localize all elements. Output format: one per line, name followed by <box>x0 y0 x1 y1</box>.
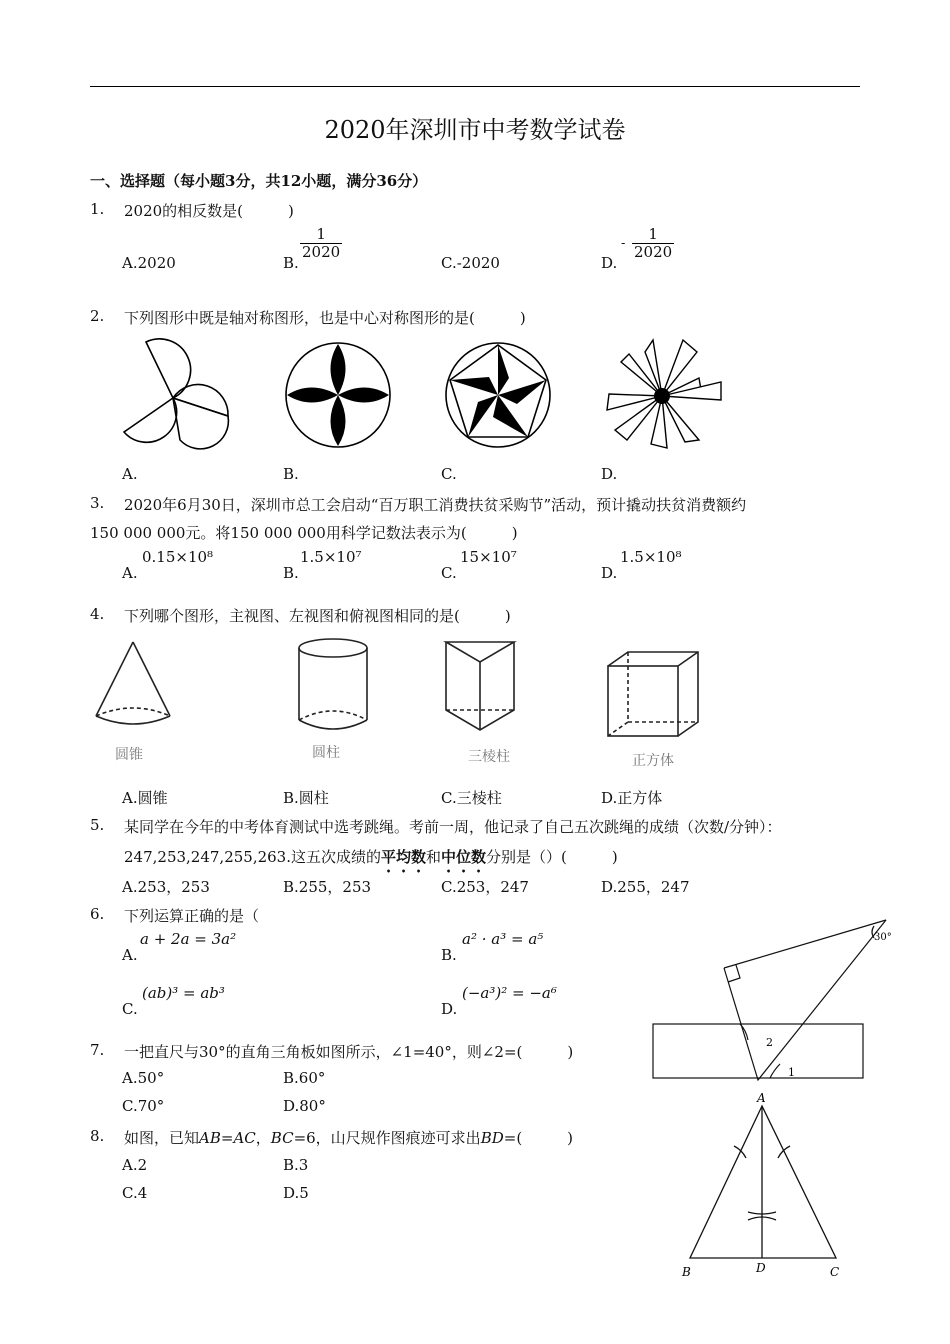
q2-option-c: C. <box>441 465 457 483</box>
q2-number: 2. <box>90 307 105 325</box>
q1-option-c: C.-2020 <box>441 254 500 272</box>
q1-d-denominator: 2020 <box>634 242 673 261</box>
q1-stem: 2020的相反数是( ) <box>124 202 294 220</box>
q6-stem: 下列运算正确的是（ <box>124 907 260 925</box>
q2-figure-a-pinwheel <box>118 336 233 448</box>
q7-figure-ruler-triangle <box>650 912 892 1084</box>
q8-bc: BC <box>270 1129 294 1147</box>
q4-option-c: C.三棱柱 <box>441 789 502 807</box>
q7-option-d: D.80° <box>283 1097 326 1115</box>
q8-option-b: B.3 <box>283 1156 309 1174</box>
q2-figure-b-flower-circle <box>283 340 393 450</box>
q5-number: 5. <box>90 816 105 834</box>
q6-option-c-label: C. <box>122 1000 138 1018</box>
q2-figure-c-star-pentagon <box>443 340 553 450</box>
q4-caption-prism: 三棱柱 <box>468 749 510 765</box>
q8-ac: AC <box>233 1129 256 1147</box>
q7-label-angle-1: 1 <box>788 1066 795 1079</box>
q2-option-d: D. <box>601 465 618 483</box>
q8-option-a: A.2 <box>122 1156 148 1174</box>
page-title: 2020年深圳市中考数学试卷 <box>324 116 626 144</box>
q3-option-a-expr: 0.15×10⁸ <box>142 548 214 566</box>
q5-emphasis-mean: 平均数 <box>381 848 427 866</box>
q5-emphasis-median: 中位数 <box>441 848 487 866</box>
q7-option-c: C.70° <box>122 1097 165 1115</box>
q1-b-denominator: 2020 <box>302 242 341 261</box>
q5-line2-post: 分别是（）( ) <box>486 848 618 866</box>
q8-stem-post: =( ) <box>503 1129 574 1147</box>
q7-stem: 一把直尺与30°的直角三角板如图所示，∠1=40°，则∠2=( ) <box>124 1043 574 1061</box>
q5-line1: 某同学在今年的中考体育测试中选考跳绳。考前一周，他记录了自己五次跳绳的成绩（次数/分钟）： <box>124 818 782 836</box>
q8-figure-isosceles-triangle <box>676 1088 850 1282</box>
q4-figure-cylinder <box>295 636 371 734</box>
q1-d-sign: - <box>621 236 626 251</box>
q8-ab: AB <box>199 1129 221 1147</box>
q4-option-a: A.圆锥 <box>122 789 168 807</box>
q8-stem-pre: 如图，已知 <box>124 1129 200 1147</box>
q8-label-A: A <box>757 1091 766 1105</box>
q7-option-a: A.50° <box>122 1069 165 1087</box>
q3-number: 3. <box>90 494 105 512</box>
q8-stem-mid: =6，山尺规作图痕迹可求出 <box>293 1129 481 1147</box>
q8-number: 8. <box>90 1127 105 1145</box>
q5-line2-mid: 和 <box>426 848 442 866</box>
q4-caption-cone: 圆锥 <box>115 747 143 763</box>
q7-label-30deg: 30° <box>874 932 892 943</box>
q6-option-b-label: B. <box>441 946 457 964</box>
q3-option-c-label: C. <box>441 564 457 582</box>
q1-option-b-label: B. <box>283 254 299 272</box>
q3-option-a-label: A. <box>122 564 138 582</box>
q7-number: 7. <box>90 1041 105 1059</box>
q3-line1: 2020年6月30日，深圳市总工会启动“百万职工消费扶贫采购节”活动，预计撬动扶贫消费额约 <box>124 496 747 514</box>
q3-option-b-expr: 1.5×10⁷ <box>300 548 362 566</box>
q6-option-a-expr: a + 2a = 3a² <box>140 930 237 948</box>
q1-option-d-label: D. <box>601 254 618 272</box>
section-heading: 一、选择题（每小题3分，共12小题，满分36分） <box>90 172 428 190</box>
q1-option-d-fraction <box>632 226 674 260</box>
q8-bd: BD <box>480 1129 504 1147</box>
q1-option-a: A.2020 <box>122 254 176 272</box>
q4-stem: 下列哪个图形，主视图、左视图和俯视图相同的是( ) <box>124 607 511 625</box>
q6-option-d-expr: (−a³)² = −a⁶ <box>462 984 557 1002</box>
q5-line2-pre: 247,253,247,255,263.这五次成绩的 <box>124 848 381 866</box>
q2-option-b: B. <box>283 465 299 483</box>
q8-label-B: B <box>682 1265 691 1279</box>
q2-option-a: A. <box>122 465 138 483</box>
q1-b-numerator: 1 <box>300 226 342 244</box>
q8-label-C: C <box>830 1265 840 1279</box>
q8-eq: = <box>220 1129 234 1147</box>
q5-option-c: C.253，247 <box>441 878 529 896</box>
q4-caption-cylinder: 圆柱 <box>312 745 340 761</box>
q6-option-b-expr: a² · a³ = a⁵ <box>462 930 544 948</box>
q3-option-d-expr: 1.5×10⁸ <box>620 548 682 566</box>
q1-option-b-fraction <box>300 226 342 260</box>
q8-stem <box>124 1127 573 1148</box>
q8-option-c: C.4 <box>122 1184 148 1202</box>
q4-figure-triangular-prism <box>442 638 518 738</box>
q6-option-d-label: D. <box>441 1000 458 1018</box>
q2-figure-d-kites <box>605 338 725 450</box>
q8-label-D: D <box>756 1261 766 1275</box>
q3-option-c-expr: 15×10⁷ <box>460 548 517 566</box>
q4-option-d: D.正方体 <box>601 789 663 807</box>
q4-figure-cube <box>604 650 702 742</box>
q3-option-d-label: D. <box>601 564 618 582</box>
q6-option-a-label: A. <box>122 946 138 964</box>
q1-d-numerator: 1 <box>632 226 674 244</box>
q4-caption-cube: 正方体 <box>632 753 674 769</box>
q4-number: 4. <box>90 605 105 623</box>
q5-option-d: D.255，247 <box>601 878 690 896</box>
q5-option-a: A.253，253 <box>122 878 210 896</box>
q6-option-c-expr: (ab)³ = ab³ <box>142 984 225 1002</box>
q5-line2 <box>124 846 618 876</box>
q8-comma: ， <box>255 1129 271 1147</box>
q3-option-b-label: B. <box>283 564 299 582</box>
q7-label-angle-2: 2 <box>766 1036 773 1049</box>
q7-option-b: B.60° <box>283 1069 326 1087</box>
q4-figure-cone <box>92 638 174 728</box>
q1-number: 1. <box>90 200 105 218</box>
q3-line2: 150 000 000元。将150 000 000用科学记数法表示为( ) <box>90 524 518 542</box>
top-rule <box>90 86 860 87</box>
q4-option-b: B.圆柱 <box>283 789 329 807</box>
q5-option-b: B.255，253 <box>283 878 372 896</box>
q6-number: 6. <box>90 905 105 923</box>
q2-stem: 下列图形中既是轴对称图形，也是中心对称图形的是( ) <box>124 309 526 327</box>
q8-option-d: D.5 <box>283 1184 309 1202</box>
